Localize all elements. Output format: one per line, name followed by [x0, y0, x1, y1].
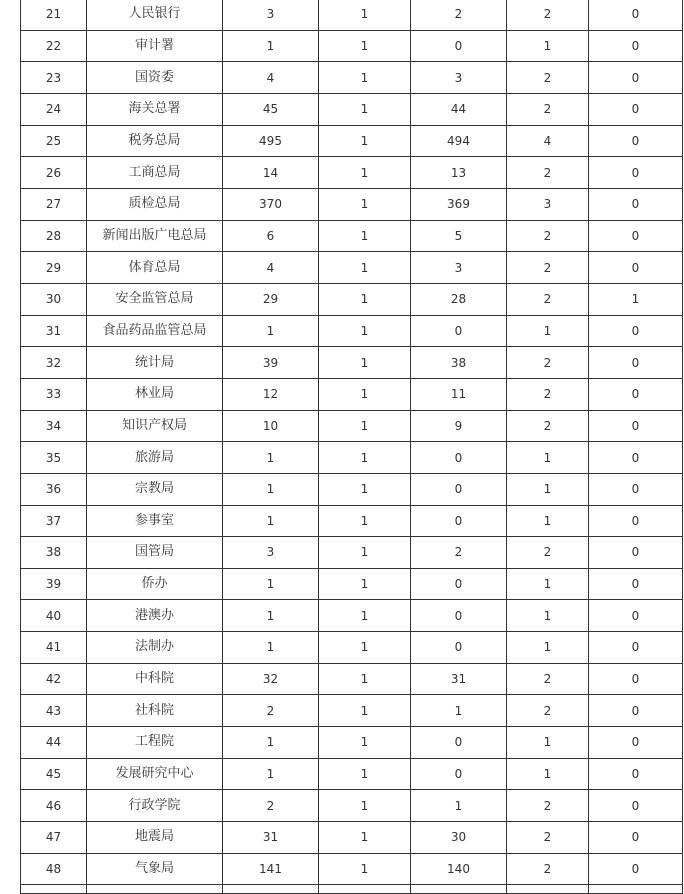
- agency-name-cell: 税务总局: [87, 125, 223, 157]
- table-row: [21, 537, 683, 569]
- value-cell-e: 0: [589, 0, 683, 30]
- value-cell-a: 1: [223, 315, 319, 347]
- table-row: [21, 157, 683, 189]
- value-cell-b: 1: [319, 283, 411, 315]
- row-number-cell: 34: [21, 410, 87, 442]
- value-cell-d: 2: [507, 663, 589, 695]
- agency-name-cell: 中科院: [87, 663, 223, 695]
- value-cell-b: 1: [319, 758, 411, 790]
- value-cell-b: 1: [319, 537, 411, 569]
- value-cell-d: 2: [507, 853, 589, 885]
- value-cell-c: 2: [411, 537, 507, 569]
- empty-cell: [589, 885, 683, 894]
- agency-name-cell: 工程院: [87, 727, 223, 759]
- value-cell-d: 2: [507, 62, 589, 94]
- value-cell-d: 4: [507, 125, 589, 157]
- value-cell-a: 6: [223, 220, 319, 252]
- value-cell-a: 45: [223, 93, 319, 125]
- value-cell-c: 31: [411, 663, 507, 695]
- value-cell-c: 1: [411, 790, 507, 822]
- row-number-cell: 40: [21, 600, 87, 632]
- value-cell-e: 0: [589, 30, 683, 62]
- table-row: [21, 568, 683, 600]
- value-cell-b: 1: [319, 378, 411, 410]
- value-cell-b: 1: [319, 157, 411, 189]
- value-cell-d: 2: [507, 537, 589, 569]
- row-number-cell: 33: [21, 378, 87, 410]
- row-number-cell: 28: [21, 220, 87, 252]
- value-cell-a: 370: [223, 188, 319, 220]
- value-cell-a: 1: [223, 505, 319, 537]
- value-cell-c: 13: [411, 157, 507, 189]
- value-cell-e: 0: [589, 125, 683, 157]
- agency-name-cell: 行政学院: [87, 790, 223, 822]
- row-number-cell: 31: [21, 315, 87, 347]
- agency-name-cell: 审计署: [87, 30, 223, 62]
- row-number-cell: 27: [21, 188, 87, 220]
- value-cell-e: 0: [589, 663, 683, 695]
- value-cell-b: 1: [319, 93, 411, 125]
- row-number-cell: 24: [21, 93, 87, 125]
- table-row: [21, 442, 683, 474]
- value-cell-d: 1: [507, 30, 589, 62]
- agency-name-cell: 安全监管总局: [87, 283, 223, 315]
- value-cell-b: 1: [319, 0, 411, 30]
- table-row: [21, 62, 683, 94]
- value-cell-d: 2: [507, 0, 589, 30]
- agency-name-cell: 参事室: [87, 505, 223, 537]
- value-cell-a: 1: [223, 568, 319, 600]
- row-number-cell: 35: [21, 442, 87, 474]
- value-cell-e: 0: [589, 347, 683, 379]
- agency-name-cell: 食品药品监管总局: [87, 315, 223, 347]
- value-cell-c: 0: [411, 473, 507, 505]
- value-cell-a: 32: [223, 663, 319, 695]
- table-row: [21, 125, 683, 157]
- value-cell-a: 1: [223, 758, 319, 790]
- value-cell-a: 1: [223, 600, 319, 632]
- table-row: [21, 695, 683, 727]
- agency-name-cell: 社科院: [87, 695, 223, 727]
- table-row: [21, 93, 683, 125]
- table-row: [21, 473, 683, 505]
- value-cell-d: 2: [507, 790, 589, 822]
- value-cell-c: 0: [411, 568, 507, 600]
- value-cell-a: 1: [223, 473, 319, 505]
- empty-cell: [223, 885, 319, 894]
- value-cell-e: 0: [589, 568, 683, 600]
- value-cell-d: 1: [507, 315, 589, 347]
- table-row: [21, 188, 683, 220]
- value-cell-d: 2: [507, 157, 589, 189]
- value-cell-a: 2: [223, 790, 319, 822]
- table-row: [21, 410, 683, 442]
- value-cell-b: 1: [319, 188, 411, 220]
- value-cell-b: 1: [319, 442, 411, 474]
- value-cell-c: 0: [411, 315, 507, 347]
- empty-cell: [21, 885, 87, 894]
- row-number-cell: 38: [21, 537, 87, 569]
- value-cell-b: 1: [319, 600, 411, 632]
- value-cell-a: 29: [223, 283, 319, 315]
- agency-name-cell: 宗教局: [87, 473, 223, 505]
- empty-cell: [411, 885, 507, 894]
- value-cell-c: 3: [411, 252, 507, 284]
- value-cell-b: 1: [319, 663, 411, 695]
- row-number-cell: 25: [21, 125, 87, 157]
- value-cell-a: 31: [223, 822, 319, 854]
- value-cell-b: 1: [319, 632, 411, 664]
- value-cell-b: 1: [319, 790, 411, 822]
- value-cell-d: 1: [507, 473, 589, 505]
- value-cell-b: 1: [319, 473, 411, 505]
- value-cell-d: 2: [507, 410, 589, 442]
- value-cell-c: 44: [411, 93, 507, 125]
- value-cell-e: 0: [589, 853, 683, 885]
- value-cell-c: 0: [411, 30, 507, 62]
- value-cell-a: 12: [223, 378, 319, 410]
- value-cell-e: 0: [589, 188, 683, 220]
- value-cell-e: 0: [589, 378, 683, 410]
- row-number-cell: 23: [21, 62, 87, 94]
- value-cell-c: 494: [411, 125, 507, 157]
- table-row: [21, 30, 683, 62]
- value-cell-b: 1: [319, 410, 411, 442]
- agency-name-cell: 国资委: [87, 62, 223, 94]
- value-cell-c: 5: [411, 220, 507, 252]
- value-cell-c: 3: [411, 62, 507, 94]
- table-row: [21, 790, 683, 822]
- empty-cell: [319, 885, 411, 894]
- value-cell-d: 2: [507, 93, 589, 125]
- table-row: [21, 632, 683, 664]
- row-number-cell: 43: [21, 695, 87, 727]
- agency-name-cell: 知识产权局: [87, 410, 223, 442]
- table-row: [21, 347, 683, 379]
- value-cell-b: 1: [319, 695, 411, 727]
- value-cell-e: 0: [589, 727, 683, 759]
- value-cell-b: 1: [319, 822, 411, 854]
- value-cell-c: 30: [411, 822, 507, 854]
- value-cell-e: 0: [589, 62, 683, 94]
- value-cell-b: 1: [319, 853, 411, 885]
- row-number-cell: 44: [21, 727, 87, 759]
- value-cell-d: 1: [507, 505, 589, 537]
- table-row: [21, 758, 683, 790]
- agency-name-cell: 气象局: [87, 853, 223, 885]
- agency-name-cell: 法制办: [87, 632, 223, 664]
- value-cell-e: 1: [589, 283, 683, 315]
- row-number-cell: 32: [21, 347, 87, 379]
- value-cell-d: 2: [507, 695, 589, 727]
- value-cell-e: 0: [589, 695, 683, 727]
- agency-name-cell: 港澳办: [87, 600, 223, 632]
- row-number-cell: 48: [21, 853, 87, 885]
- agency-name-cell: 侨办: [87, 568, 223, 600]
- value-cell-e: 0: [589, 442, 683, 474]
- row-number-cell: 26: [21, 157, 87, 189]
- value-cell-a: 14: [223, 157, 319, 189]
- value-cell-a: 2: [223, 695, 319, 727]
- value-cell-d: 2: [507, 378, 589, 410]
- row-number-cell: 29: [21, 252, 87, 284]
- agency-name-cell: 地震局: [87, 822, 223, 854]
- value-cell-a: 4: [223, 62, 319, 94]
- table-row: [21, 252, 683, 284]
- value-cell-e: 0: [589, 537, 683, 569]
- agency-name-cell: 体育总局: [87, 252, 223, 284]
- row-number-cell: 30: [21, 283, 87, 315]
- value-cell-c: 11: [411, 378, 507, 410]
- value-cell-d: 2: [507, 347, 589, 379]
- value-cell-e: 0: [589, 505, 683, 537]
- value-cell-b: 1: [319, 568, 411, 600]
- value-cell-d: 1: [507, 727, 589, 759]
- row-number-cell: 47: [21, 822, 87, 854]
- value-cell-d: 3: [507, 188, 589, 220]
- table-row: [21, 378, 683, 410]
- value-cell-d: 1: [507, 758, 589, 790]
- value-cell-d: 2: [507, 822, 589, 854]
- value-cell-c: 1: [411, 695, 507, 727]
- row-number-cell: 22: [21, 30, 87, 62]
- row-number-cell: 42: [21, 663, 87, 695]
- table-row: [21, 315, 683, 347]
- empty-cell: [87, 885, 223, 894]
- row-number-cell: 37: [21, 505, 87, 537]
- table-row: [21, 220, 683, 252]
- value-cell-c: 38: [411, 347, 507, 379]
- row-number-cell: 45: [21, 758, 87, 790]
- value-cell-a: 1: [223, 727, 319, 759]
- value-cell-e: 0: [589, 473, 683, 505]
- table-row: [21, 283, 683, 315]
- value-cell-b: 1: [319, 347, 411, 379]
- row-number-cell: 21: [21, 0, 87, 30]
- value-cell-e: 0: [589, 220, 683, 252]
- value-cell-c: 28: [411, 283, 507, 315]
- value-cell-d: 1: [507, 568, 589, 600]
- table-row: [21, 0, 683, 30]
- table-row: [21, 853, 683, 885]
- value-cell-e: 0: [589, 157, 683, 189]
- value-cell-c: 140: [411, 853, 507, 885]
- row-number-cell: 46: [21, 790, 87, 822]
- agency-name-cell: 人民银行: [87, 0, 223, 30]
- value-cell-e: 0: [589, 252, 683, 284]
- value-cell-e: 0: [589, 758, 683, 790]
- value-cell-a: 3: [223, 537, 319, 569]
- agency-name-cell: 新闻出版广电总局: [87, 220, 223, 252]
- value-cell-c: 369: [411, 188, 507, 220]
- value-cell-e: 0: [589, 410, 683, 442]
- value-cell-e: 0: [589, 315, 683, 347]
- agency-name-cell: 海关总署: [87, 93, 223, 125]
- value-cell-a: 141: [223, 853, 319, 885]
- value-cell-a: 495: [223, 125, 319, 157]
- value-cell-c: 0: [411, 632, 507, 664]
- value-cell-e: 0: [589, 632, 683, 664]
- value-cell-a: 39: [223, 347, 319, 379]
- value-cell-d: 1: [507, 600, 589, 632]
- value-cell-b: 1: [319, 252, 411, 284]
- value-cell-c: 0: [411, 600, 507, 632]
- value-cell-e: 0: [589, 600, 683, 632]
- value-cell-c: 0: [411, 727, 507, 759]
- value-cell-a: 10: [223, 410, 319, 442]
- value-cell-a: 1: [223, 442, 319, 474]
- value-cell-e: 0: [589, 790, 683, 822]
- agency-name-cell: 旅游局: [87, 442, 223, 474]
- value-cell-d: 2: [507, 252, 589, 284]
- value-cell-c: 0: [411, 505, 507, 537]
- value-cell-e: 0: [589, 93, 683, 125]
- row-number-cell: 39: [21, 568, 87, 600]
- value-cell-b: 1: [319, 727, 411, 759]
- agency-name-cell: 质检总局: [87, 188, 223, 220]
- table-row: [21, 727, 683, 759]
- value-cell-d: 2: [507, 283, 589, 315]
- table-row: [21, 663, 683, 695]
- value-cell-b: 1: [319, 505, 411, 537]
- agency-name-cell: 林业局: [87, 378, 223, 410]
- agency-name-cell: 工商总局: [87, 157, 223, 189]
- table-row: [21, 505, 683, 537]
- table-row: [21, 822, 683, 854]
- value-cell-b: 1: [319, 125, 411, 157]
- data-table: [20, 0, 683, 894]
- agency-name-cell: 国管局: [87, 537, 223, 569]
- value-cell-e: 0: [589, 822, 683, 854]
- value-cell-b: 1: [319, 315, 411, 347]
- value-cell-d: 1: [507, 632, 589, 664]
- value-cell-b: 1: [319, 220, 411, 252]
- row-number-cell: 36: [21, 473, 87, 505]
- agency-name-cell: 统计局: [87, 347, 223, 379]
- table-body: [21, 0, 683, 894]
- table-row-partial: [21, 885, 683, 894]
- value-cell-d: 2: [507, 220, 589, 252]
- value-cell-a: 3: [223, 0, 319, 30]
- value-cell-b: 1: [319, 30, 411, 62]
- value-cell-c: 0: [411, 442, 507, 474]
- value-cell-c: 0: [411, 758, 507, 790]
- agency-name-cell: 发展研究中心: [87, 758, 223, 790]
- value-cell-a: 4: [223, 252, 319, 284]
- value-cell-d: 1: [507, 442, 589, 474]
- value-cell-a: 1: [223, 632, 319, 664]
- value-cell-b: 1: [319, 62, 411, 94]
- value-cell-c: 2: [411, 0, 507, 30]
- value-cell-a: 1: [223, 30, 319, 62]
- empty-cell: [507, 885, 589, 894]
- row-number-cell: 41: [21, 632, 87, 664]
- value-cell-c: 9: [411, 410, 507, 442]
- table-row: [21, 600, 683, 632]
